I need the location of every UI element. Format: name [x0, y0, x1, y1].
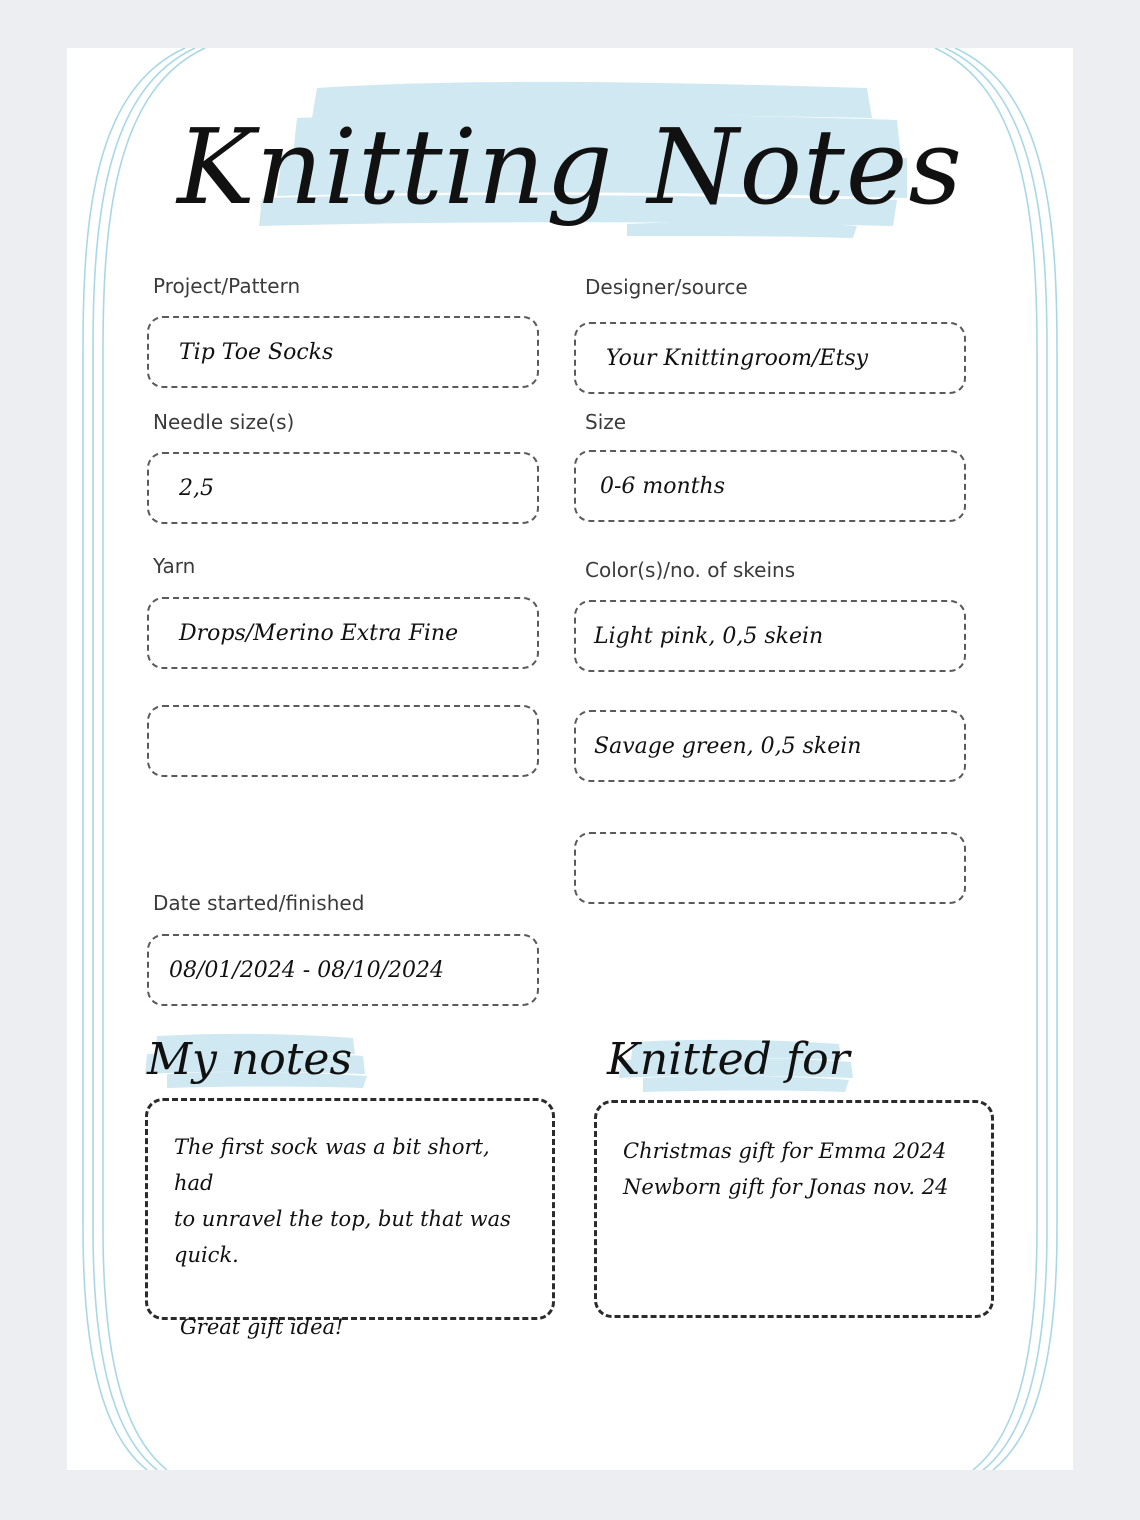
project-field[interactable]: Tip Toe Socks: [147, 316, 539, 388]
color-field-3[interactable]: [574, 832, 966, 904]
title-area: [67, 48, 1073, 288]
notes-line-3: quick.: [174, 1243, 239, 1267]
date-field[interactable]: 08/01/2024 - 08/10/2024: [147, 934, 539, 1006]
my-notes-box[interactable]: [145, 1098, 555, 1339]
size-label: Size: [585, 410, 627, 434]
color-field-2[interactable]: Savage green, 0,5 skein: [574, 710, 966, 782]
my-notes-title: My notes: [147, 1034, 353, 1085]
size-field[interactable]: 0-6 months: [574, 450, 966, 522]
designer-field[interactable]: Your Knittingroom/Etsy: [574, 322, 966, 394]
designer-label: Designer/source: [585, 275, 748, 299]
color-field-1[interactable]: Light pink, 0,5 skein: [574, 600, 966, 672]
yarn-label: Yarn: [153, 554, 196, 578]
knitted-for-line-2: Newborn gift for Jonas nov. 24: [623, 1175, 949, 1199]
knitted-for-title: Knitted for: [607, 1034, 850, 1085]
notes-line-4: Great gift idea!: [180, 1315, 344, 1339]
page-title: Knitting Notes: [177, 106, 963, 228]
notes-line-2: to unravel the top, but that was: [174, 1207, 511, 1231]
knitted-for-line-1: Christmas gift for Emma 2024: [623, 1139, 947, 1163]
needle-label: Needle size(s): [153, 410, 295, 434]
project-label: Project/Pattern: [153, 274, 301, 298]
notes-line-1: The first sock was a bit short, had: [174, 1135, 490, 1195]
yarn-field-2[interactable]: [147, 705, 539, 777]
knitted-for-box[interactable]: [594, 1100, 994, 1318]
notes-page: [67, 48, 1073, 1470]
color-label: Color(s)/no. of skeins: [585, 558, 796, 582]
date-label: Date started/finished: [153, 891, 365, 915]
yarn-field-1[interactable]: Drops/Merino Extra Fine: [147, 597, 539, 669]
needle-field[interactable]: 2,5: [147, 452, 539, 524]
